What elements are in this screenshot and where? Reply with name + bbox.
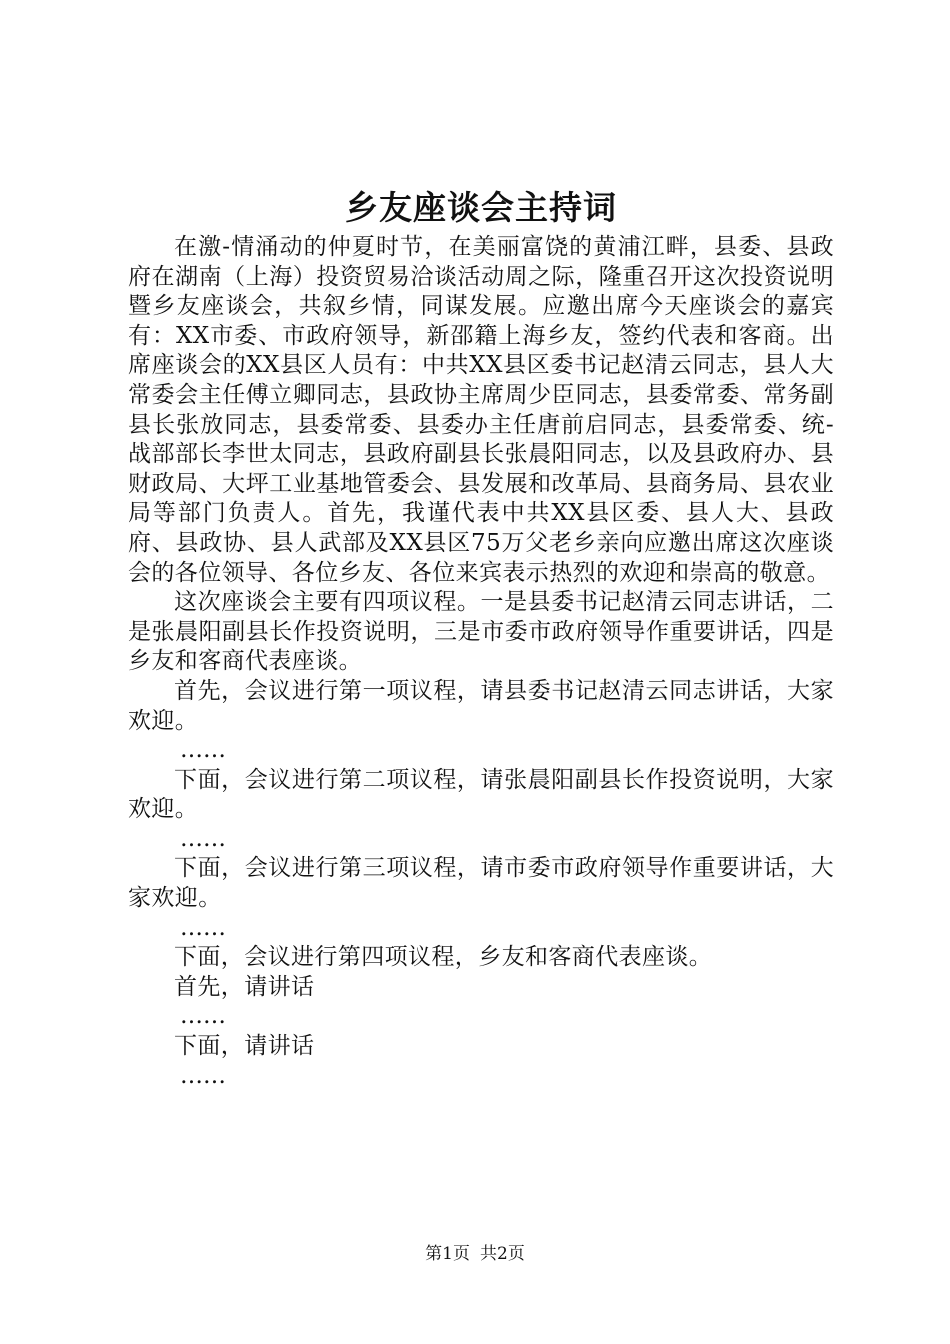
- paragraph-item-1: 首先，会议进行第一项议程，请县委书记赵清云同志讲话，大家欢迎。: [128, 677, 834, 734]
- paragraph-next-speaker: 下面，请讲话: [174, 1033, 315, 1060]
- ellipsis-line: ……: [180, 737, 226, 764]
- paragraph-item-3: 下面，会议进行第三项议程，请市委市政府领导作重要讲话，大家欢迎。: [128, 855, 834, 912]
- page-footer: [0, 1243, 950, 1265]
- page-total: 共2页: [480, 1244, 525, 1264]
- paragraph-agenda: 这次座谈会主要有四项议程。一是县委书记赵清云同志讲话，二是张晨阳副县长作投资说明，三是市委市政府领导作重要讲话，四是乡友和客商代表座谈。: [128, 589, 834, 675]
- ellipsis-line: ……: [180, 1062, 226, 1089]
- paragraph-item-4: 下面，会议进行第四项议程，乡友和客商代表座谈。: [174, 944, 713, 971]
- ellipsis-line: ……: [180, 914, 226, 941]
- paragraph-opening: 在激-情涌动的仲夏时节，在美丽富饶的黄浦江畔，县委、县政府在湖南（上海）投资贸易洽谈活动周之际，隆重召开这次投资说明暨乡友座谈会，共叙乡情，同谋发展。应邀出席今天座谈会的嘉宾有：XX市委、市政府领导，新邵籍上海乡友，签约代表和客商。出席座谈会的XX县区人员有：中共XX县区委书记赵清云同志，县人大常委会主任傅立卿同志，县政协主席周少臣同志，县委常委、常务副县长张放同志，县委常委、县委办主任唐前启同志，县委常委、统-战部部长李世太同志，县政府副县长张晨阳同志，以及县政府办、县财政局、大坪工业基地管委会、县发展和改革局、县商务局、县农业局等部门负责人。首先，我谨代表中共XX县区委、县人大、县政府、县政协、县人武部及XX县区75万父老乡亲向应邀出席这次座谈会的各位领导、各位乡友、各位来宾表示热烈的欢迎和崇高的敬意。: [128, 234, 834, 586]
- page-number: 第1页: [425, 1244, 470, 1264]
- paragraph-item-2: 下面，会议进行第二项议程，请张晨阳副县长作投资说明，大家欢迎。: [128, 766, 834, 823]
- ellipsis-line: ……: [180, 825, 226, 852]
- document-body: [128, 183, 834, 1091]
- paragraph-first-speaker: 首先，请讲话: [174, 973, 315, 1000]
- document-title: 乡友座谈会主持词: [345, 188, 617, 227]
- ellipsis-line: ……: [180, 1003, 226, 1030]
